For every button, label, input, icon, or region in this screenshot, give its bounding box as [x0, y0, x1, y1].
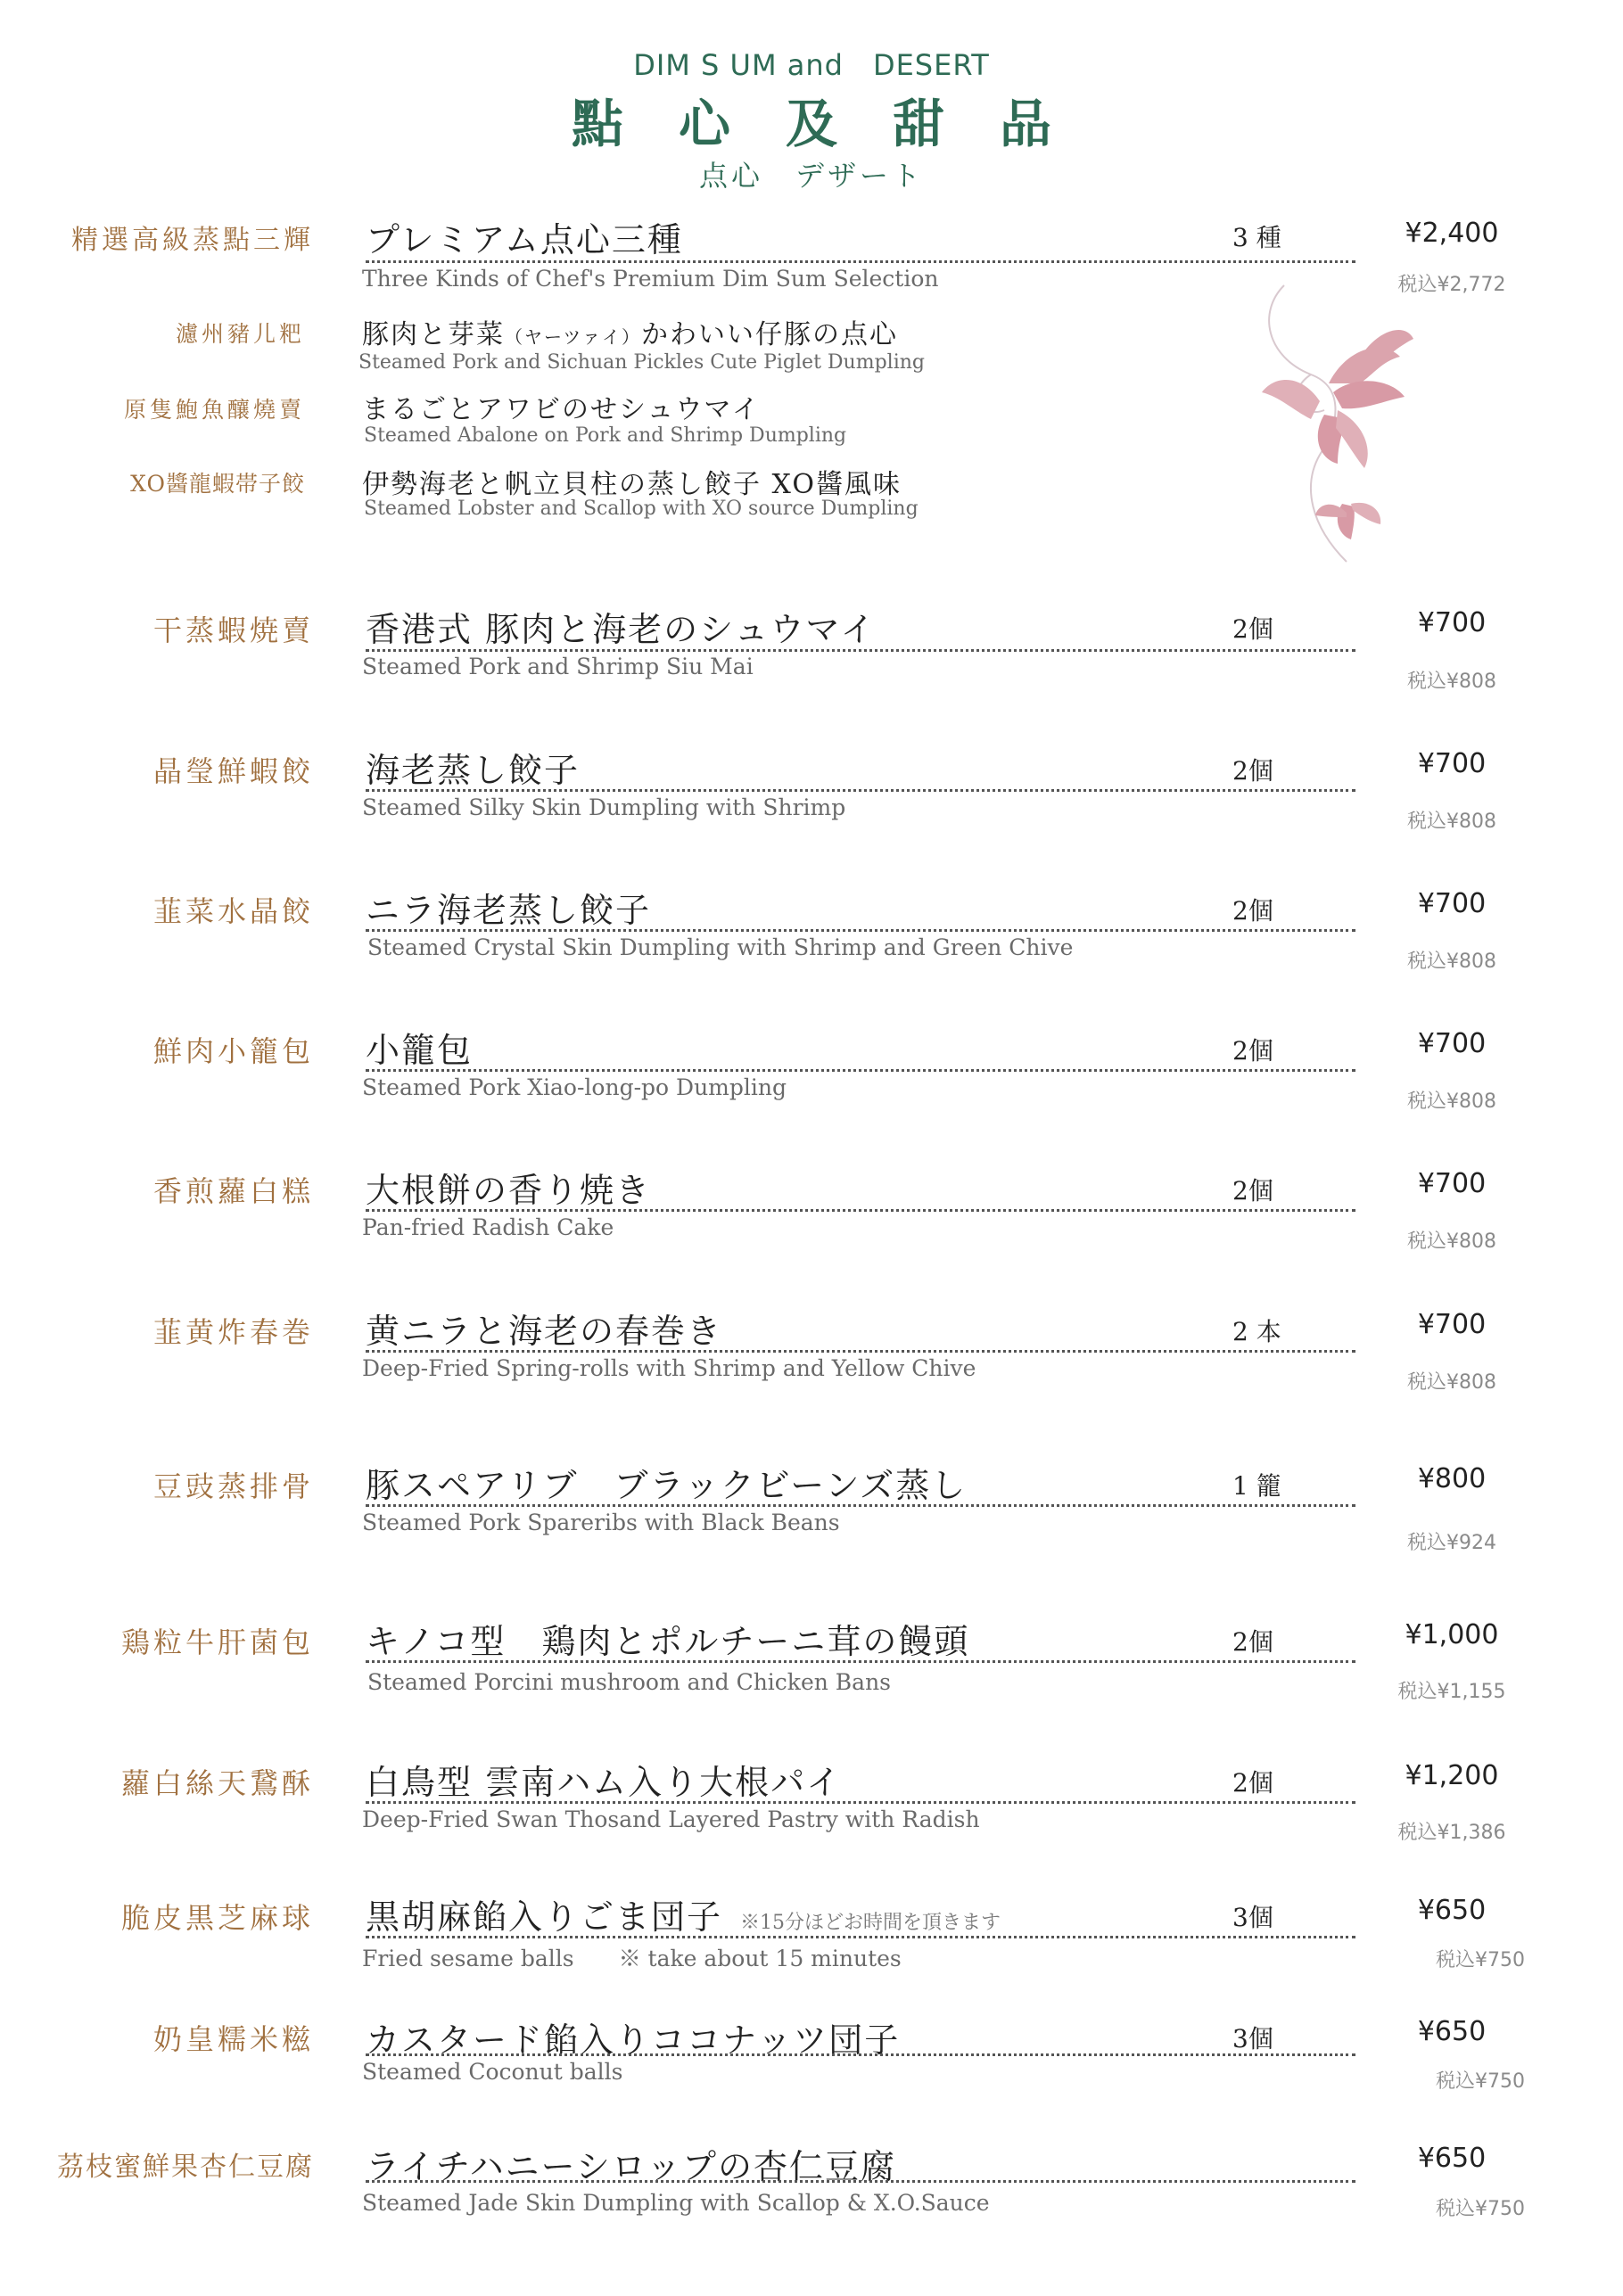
- item-name-chinese: 茘枝蜜鮮果杏仁豆腐: [57, 2152, 314, 2183]
- dotted-leader: [366, 789, 1355, 792]
- item-price: ¥700: [1417, 748, 1487, 779]
- item-name-english: Steamed Coconut balls: [362, 2059, 623, 2085]
- item-price: ¥700: [1417, 1309, 1487, 1340]
- premium-name-english: Three Kinds of Chef's Premium Dim Sum Selection: [362, 266, 939, 292]
- item-name-english: Steamed Crystal Skin Dumpling with Shrimp and Green Chive: [367, 934, 1074, 960]
- item-name-chinese: 蘿白絲天鵞酥: [120, 1766, 314, 1800]
- item-tax-price: 税込¥924: [1407, 1532, 1496, 1554]
- dotted-leader: [366, 1936, 1355, 1938]
- premium-name-chinese: 精選高級蒸點三輝: [71, 225, 314, 256]
- subitem-name-japanese: まるごとアワビのせシュウマイ: [362, 394, 761, 425]
- flower-decoration-icon: [1248, 276, 1427, 571]
- premium-quantity: 3 種: [1232, 223, 1281, 252]
- item-name-japanese: 黒胡麻餡入りごま団子 ※15分ほどお時間を頂きます: [366, 1897, 1001, 1937]
- menu-title-japanese: 点心 デザート: [698, 159, 924, 193]
- item-tax-price: 税込¥1,155: [1397, 1681, 1506, 1703]
- item-name-japanese: キノコ型 鶏肉とポルチーニ茸の饅頭: [366, 1622, 970, 1661]
- premium-tax-price: 税込¥2,772: [1397, 274, 1506, 296]
- dotted-leader: [366, 1350, 1355, 1353]
- dotted-leader: [366, 1660, 1355, 1663]
- subitem-name-english: Steamed Pork and Sichuan Pickles Cute Piglet Dumpling: [358, 351, 925, 374]
- subitem-name-chinese: 原隻鮑魚釀燒賣: [123, 397, 305, 423]
- subitem-name-chinese: 濾州豬儿粑: [175, 321, 305, 347]
- item-price: ¥650: [1417, 1895, 1487, 1926]
- item-quantity: 2個: [1232, 1036, 1273, 1066]
- menu-title-chinese: 點心及甜品: [571, 94, 1107, 154]
- subitem-name-japanese: 伊勢海老と帆立貝柱の蒸し餃子 XO醬風味: [362, 469, 902, 500]
- item-tax-price: 税込¥1,386: [1397, 1822, 1506, 1844]
- item-quantity: 3個: [1232, 2024, 1273, 2053]
- premium-name-japanese: プレミアム点心三種: [366, 220, 683, 259]
- subitem-name-chinese: XO醬龍蝦帯子餃: [130, 471, 305, 497]
- item-name-chinese: 奶皇糯米糍: [152, 2022, 314, 2056]
- dotted-leader: [366, 1209, 1355, 1212]
- item-name-chinese: 脆皮黒芝麻球: [120, 1901, 314, 1935]
- subitem-name-english: Steamed Abalone on Pork and Shrimp Dumpling: [364, 424, 847, 447]
- item-tax-price: 税込¥808: [1407, 950, 1496, 973]
- item-price: ¥700: [1417, 888, 1487, 919]
- item-tax-price: 税込¥808: [1407, 1371, 1496, 1394]
- dotted-leader: [366, 1504, 1355, 1507]
- item-name-english: Steamed Pork Spareribs with Black Beans: [362, 1510, 840, 1535]
- dotted-leader: [366, 2180, 1355, 2183]
- item-price: ¥650: [1417, 2143, 1487, 2174]
- item-name-japanese: 海老蒸し餃子: [366, 751, 581, 790]
- item-name-chinese: 鮮肉小籠包: [152, 1034, 314, 1068]
- item-price: ¥650: [1417, 2016, 1487, 2047]
- item-quantity: 2個: [1232, 1627, 1273, 1657]
- item-name-english: Steamed Jade Skin Dumpling with Scallop & X.O.Sauce: [362, 2190, 990, 2216]
- item-tax-price: 税込¥750: [1436, 2070, 1525, 2093]
- subitem-name-japanese: 豚肉と芽菜（ヤーツァイ）かわいい仔豚の点心: [362, 319, 898, 350]
- item-name-chinese: 豆豉蒸排骨: [152, 1469, 314, 1503]
- dotted-leader: [366, 260, 1355, 263]
- menu-title-english: DIM S UM and DESERT: [633, 48, 990, 82]
- item-name-chinese: 韮黄炸春巻: [152, 1315, 314, 1349]
- item-name-japanese: カスタード餡入りココナッツ団子: [366, 2020, 901, 2060]
- item-name-japanese: 小籠包: [366, 1031, 474, 1070]
- item-name-chinese: 干蒸蝦焼賣: [152, 613, 314, 647]
- item-price: ¥1,000: [1405, 1619, 1499, 1650]
- item-name-japanese: 大根餅の香り焼き: [366, 1171, 652, 1210]
- item-price: ¥700: [1417, 607, 1487, 638]
- item-name-english: Steamed Porcini mushroom and Chicken Bans: [367, 1669, 891, 1695]
- item-tax-price: 税込¥808: [1407, 1230, 1496, 1253]
- item-name-japanese: 香港式 豚肉と海老のシュウマイ: [366, 610, 877, 649]
- item-quantity: 1 籠: [1232, 1471, 1281, 1501]
- item-quantity: 2個: [1232, 614, 1273, 644]
- item-name-chinese: 香煎蘿白糕: [152, 1174, 314, 1208]
- item-tax-price: 税込¥808: [1407, 811, 1496, 833]
- item-quantity: 2個: [1232, 1176, 1273, 1206]
- item-name-japanese: ライチハニーシロップの杏仁豆腐: [366, 2147, 897, 2186]
- item-name-english: Pan-fried Radish Cake: [362, 1214, 614, 1240]
- item-name-japanese: 豚スペアリブ ブラックビーンズ蒸し: [366, 1466, 968, 1505]
- item-note: ※15分ほどお時間を頂きます: [740, 1912, 1001, 1934]
- item-name-japanese: 白鳥型 雲南ハム入り大根パイ: [366, 1763, 843, 1802]
- item-quantity: 2個: [1232, 896, 1273, 926]
- item-price: ¥700: [1417, 1168, 1487, 1199]
- item-name-english: Steamed Silky Skin Dumpling with Shrimp: [362, 794, 846, 820]
- item-price: ¥1,200: [1405, 1760, 1499, 1791]
- item-name-english: Deep-Fried Swan Thosand Layered Pastry with Radish: [362, 1806, 980, 1832]
- item-tax-price: 税込¥750: [1436, 1949, 1525, 1971]
- item-name-english: Fried sesame balls ※ take about 15 minutes: [362, 1946, 902, 1971]
- item-tax-price: 税込¥808: [1407, 1090, 1496, 1113]
- item-tax-price: 税込¥750: [1436, 2198, 1525, 2220]
- item-name-english: Steamed Pork Xiao-long-po Dumpling: [362, 1074, 787, 1100]
- dotted-leader: [366, 649, 1355, 652]
- subitem-name-english: Steamed Lobster and Scallop with XO source Dumpling: [364, 498, 919, 520]
- item-quantity: 3個: [1232, 1903, 1273, 1932]
- dotted-leader: [366, 929, 1355, 932]
- dotted-leader: [366, 1069, 1355, 1072]
- item-quantity: 2個: [1232, 1768, 1273, 1798]
- premium-price: ¥2,400: [1405, 218, 1499, 249]
- item-name-english: Steamed Pork and Shrimp Siu Mai: [362, 654, 754, 679]
- item-tax-price: 税込¥808: [1407, 671, 1496, 693]
- item-name-english: Deep-Fried Spring-rolls with Shrimp and Yellow Chive: [362, 1355, 976, 1381]
- item-price: ¥700: [1417, 1028, 1487, 1059]
- dotted-leader: [366, 2053, 1355, 2056]
- item-quantity: 2個: [1232, 756, 1273, 786]
- item-name-chinese: 晶瑩鮮蝦餃: [152, 754, 314, 788]
- dotted-leader: [366, 1801, 1355, 1804]
- item-name-japanese: 黄ニラと海老の春巻き: [366, 1312, 723, 1351]
- item-price: ¥800: [1417, 1463, 1487, 1494]
- item-name-japanese: ニラ海老蒸し餃子: [366, 891, 652, 930]
- item-name-chinese: 鶏粒牛肝菌包: [120, 1625, 314, 1659]
- item-quantity: 2 本: [1232, 1317, 1281, 1346]
- item-name-chinese: 韮菜水晶餃: [152, 894, 314, 928]
